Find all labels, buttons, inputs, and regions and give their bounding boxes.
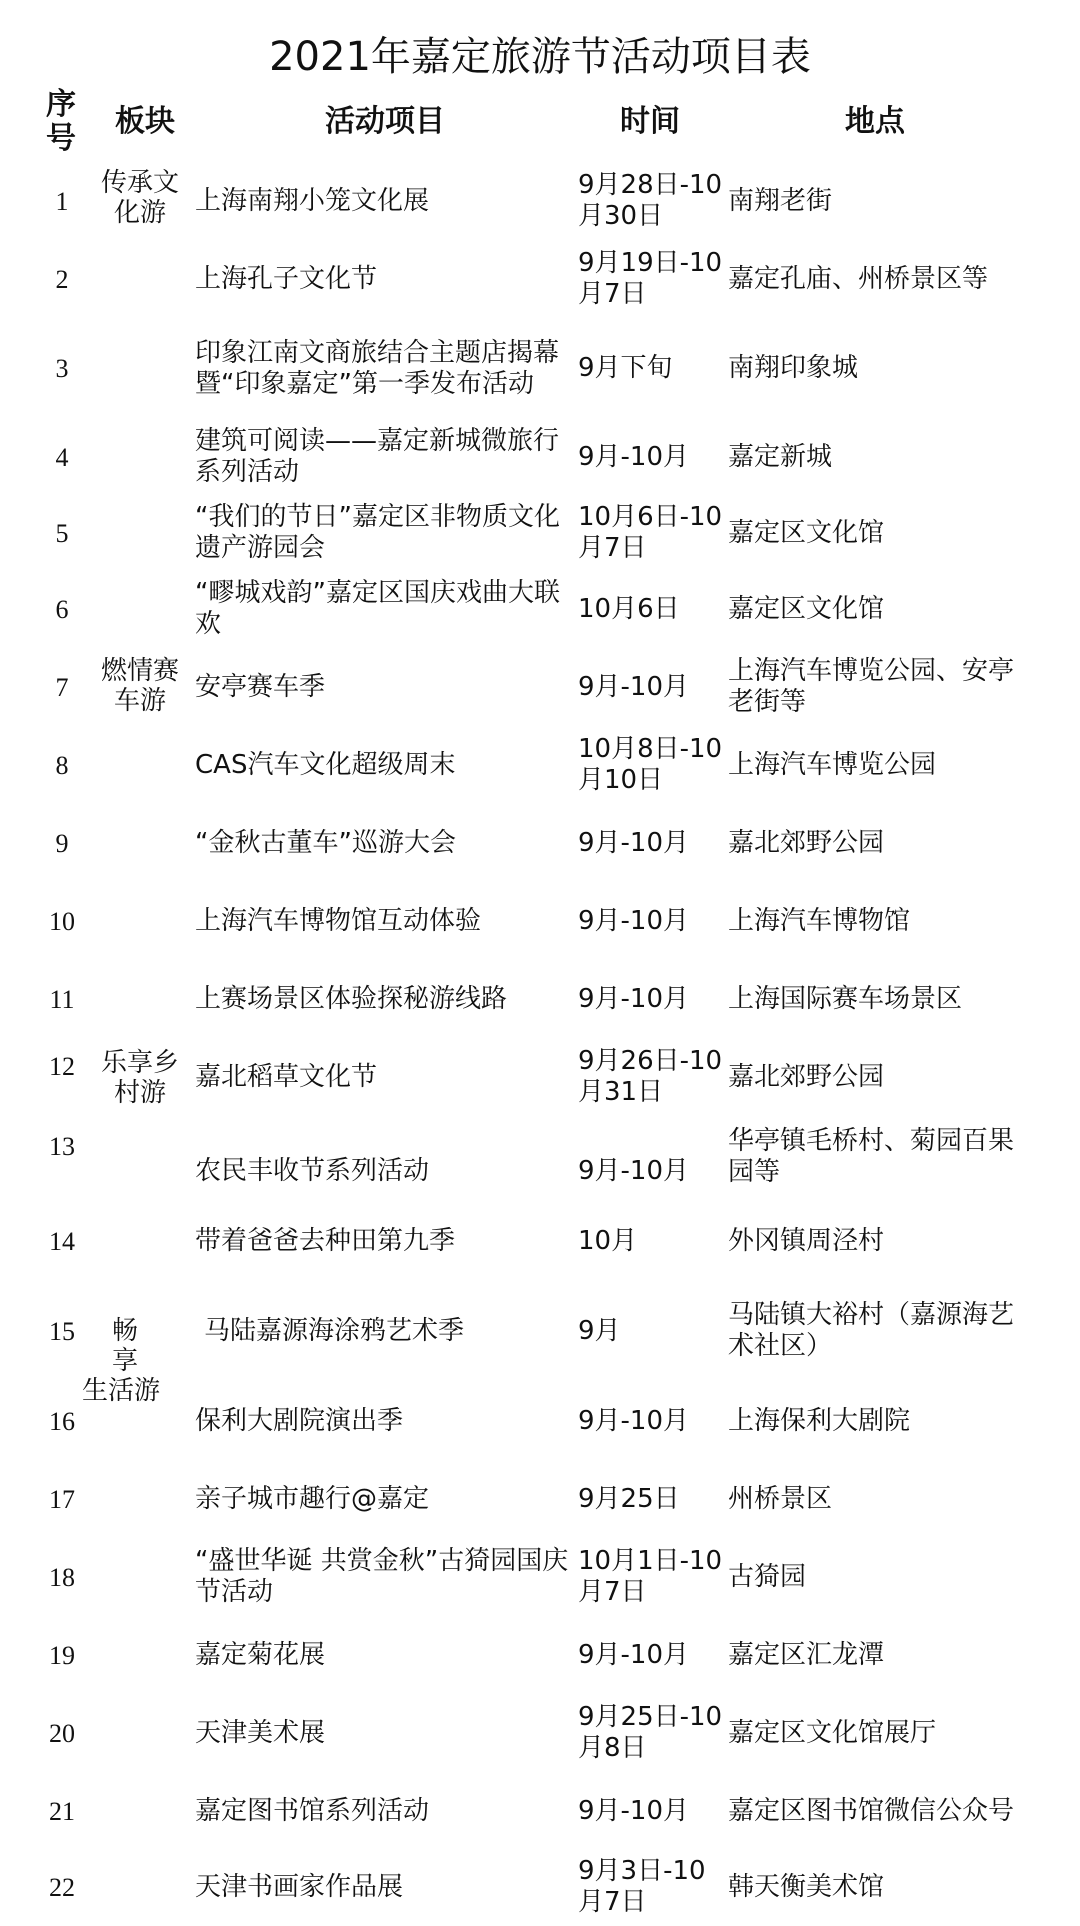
row-activity: 天津书画家作品展 [195,1871,404,1902]
row-number: 20 [49,1718,75,1748]
row-location: 嘉定新城 [728,441,833,472]
row-activity: “盛世华诞 共赏金秋”古猗园国庆节活动 [195,1546,569,1607]
row-time: 9月25日-10月8日 [578,1702,723,1763]
row-number: 16 [49,1406,75,1436]
header-serial-number-line2: 号 [46,121,76,156]
row-time: 10月6日-10月7日 [578,502,723,563]
row-time: 9月25日 [578,1483,680,1514]
row-time: 9月-10月 [578,1639,690,1670]
row-number: 3 [55,354,69,383]
row-activity: 带着爸爸去种田第九季 [195,1225,456,1256]
row-number: 17 [49,1484,75,1514]
row-location: 嘉定区图书馆微信公众号 [728,1795,1015,1826]
row-time: 9月-10月 [578,1795,690,1826]
row-activity: 上海南翔小笼文化展 [195,185,430,216]
row-number: 12 [49,1051,75,1081]
table-row [0,1624,1080,1686]
row-location: 上海汽车博物馆 [728,905,911,936]
row-number: 8 [55,750,69,780]
row-activity: “疁城戏韵”嘉定区国庆戏曲大联欢 [195,578,560,639]
row-time: 9月 [578,1315,621,1346]
table-row [0,1468,1080,1530]
table-row [0,1702,1080,1764]
row-activity: 上海汽车博物馆互动体验 [195,905,482,936]
table-row [0,1300,1080,1362]
table-row [0,734,1080,796]
row-location: 上海国际赛车场景区 [728,983,963,1014]
table-row [0,1780,1080,1842]
row-time: 10月 [578,1225,638,1256]
row-time: 10月1日-10月7日 [578,1546,723,1607]
row-location: 华亭镇毛桥村、菊园百果园等 [728,1126,1015,1187]
row-activity: 保利大剧院演出季 [195,1405,404,1436]
row-location: 马陆镇大裕村（嘉源海艺术社区） [728,1300,1015,1361]
row-activity: 印象江南文商旅结合主题店揭幕暨“印象嘉定”第一季发布活动 [195,337,560,399]
table-row [0,322,1080,415]
row-time: 9月-10月 [578,905,690,936]
table-row [0,812,1080,874]
row-number: 15 [49,1316,75,1346]
row-location: 嘉北郊野公园 [728,1061,885,1092]
row-time: 9月-10月 [578,441,690,472]
row-location: 外冈镇周泾村 [728,1225,885,1256]
block-label-line: 畅 享 [112,1316,165,1376]
row-number: 21 [49,1796,75,1826]
row-activity: 安亭赛车季 [195,671,326,702]
table-row [0,1856,1080,1918]
block-label-line: 乐享乡 [100,1048,179,1078]
row-location: 南翔印象城 [728,353,859,383]
row-activity: “我们的节日”嘉定区非物质文化遗产游园会 [195,502,560,563]
row-number: 4 [55,442,69,472]
row-activity: 农民丰收节系列活动 [195,1155,430,1186]
block-label-line: 传承文 [100,168,179,198]
row-location: 上海汽车博览公园 [728,749,937,780]
row-location: 嘉北郊野公园 [728,827,885,858]
row-number: 13 [49,1131,75,1161]
row-location: 嘉定孔庙、州桥景区等 [728,263,989,294]
row-number: 1 [55,186,69,216]
row-time: 9月19日-10月7日 [578,248,723,309]
table-row [0,1126,1080,1188]
table-row [0,170,1080,232]
row-number: 2 [55,264,69,294]
table-row [0,1390,1080,1452]
row-activity: 亲子城市趣行@嘉定 [195,1483,430,1514]
block-label-line: 村游 [113,1078,166,1108]
row-activity: 上赛场景区体验探秘游线路 [195,983,508,1014]
row-activity: 上海孔子文化节 [195,263,378,294]
row-time: 9月26日-10月31日 [578,1046,723,1107]
row-activity: 嘉定图书馆系列活动 [195,1795,430,1826]
table-row [0,890,1080,952]
page-title: 2021年嘉定旅游节活动项目表 [269,34,811,80]
row-number: 7 [55,672,69,702]
row-time: 9月-10月 [578,1155,690,1186]
table-row [0,1546,1080,1608]
block-label-line: 化游 [113,198,166,228]
row-location: 嘉定区文化馆展厅 [728,1717,937,1748]
table-row [0,248,1080,310]
row-location: 州桥景区 [728,1483,833,1514]
row-number: 18 [49,1562,75,1592]
row-time: 9月下旬 [578,353,673,383]
row-location: 古猗园 [728,1561,807,1592]
block-label-line: 车游 [113,686,166,716]
row-time: 9月3日-10月7日 [578,1856,706,1917]
table-row [0,656,1080,718]
row-number: 9 [55,828,69,858]
table-row [0,1046,1080,1108]
header-location: 地点 [845,104,905,139]
row-location: 嘉定区文化馆 [728,517,885,548]
row-activity: 天津美术展 [195,1717,326,1748]
row-time: 9月-10月 [578,671,690,702]
block-label-line: 生活游 [82,1376,161,1406]
row-time: 10月8日-10月10日 [578,734,723,795]
row-time: 10月6日 [578,593,680,624]
row-number: 22 [49,1872,75,1902]
row-activity: 嘉北稻草文化节 [195,1061,378,1092]
row-location: 上海保利大剧院 [728,1405,911,1436]
row-location: 嘉定区汇龙潭 [728,1639,885,1670]
row-number: 19 [49,1640,75,1670]
header-block: 板块 [115,104,175,139]
table-row [0,968,1080,1030]
row-time: 9月28日-10月30日 [578,170,723,231]
row-number: 11 [49,984,75,1014]
row-number: 6 [55,594,69,624]
row-activity: 嘉定菊花展 [195,1639,326,1670]
row-activity: CAS汽车文化超级周末 [195,749,456,780]
table-row [0,1210,1080,1272]
row-location: 韩天衡美术馆 [728,1871,885,1902]
row-number: 14 [49,1226,75,1256]
row-number: 10 [49,906,75,936]
row-activity: “金秋古董车”巡游大会 [195,827,456,858]
table-row [0,426,1080,488]
header-activity: 活动项目 [325,104,445,139]
row-activity: 建筑可阅读——嘉定新城微旅行系列活动 [195,426,560,487]
table-row [0,502,1080,564]
row-location: 嘉定区文化馆 [728,593,885,624]
row-location: 上海汽车博览公园、安亭老街等 [728,656,1015,717]
row-time: 9月-10月 [578,1405,690,1436]
row-number: 5 [55,518,69,548]
row-activity: 马陆嘉源海涂鸦艺术季 [204,1315,465,1346]
table-row [0,578,1080,640]
row-time: 9月-10月 [578,983,690,1014]
row-time: 9月-10月 [578,827,690,858]
row-location: 南翔老街 [728,185,833,216]
header-time: 时间 [620,104,680,139]
block-label-line: 燃情赛 [100,656,179,686]
header-serial-number-line1: 序 [46,87,76,122]
